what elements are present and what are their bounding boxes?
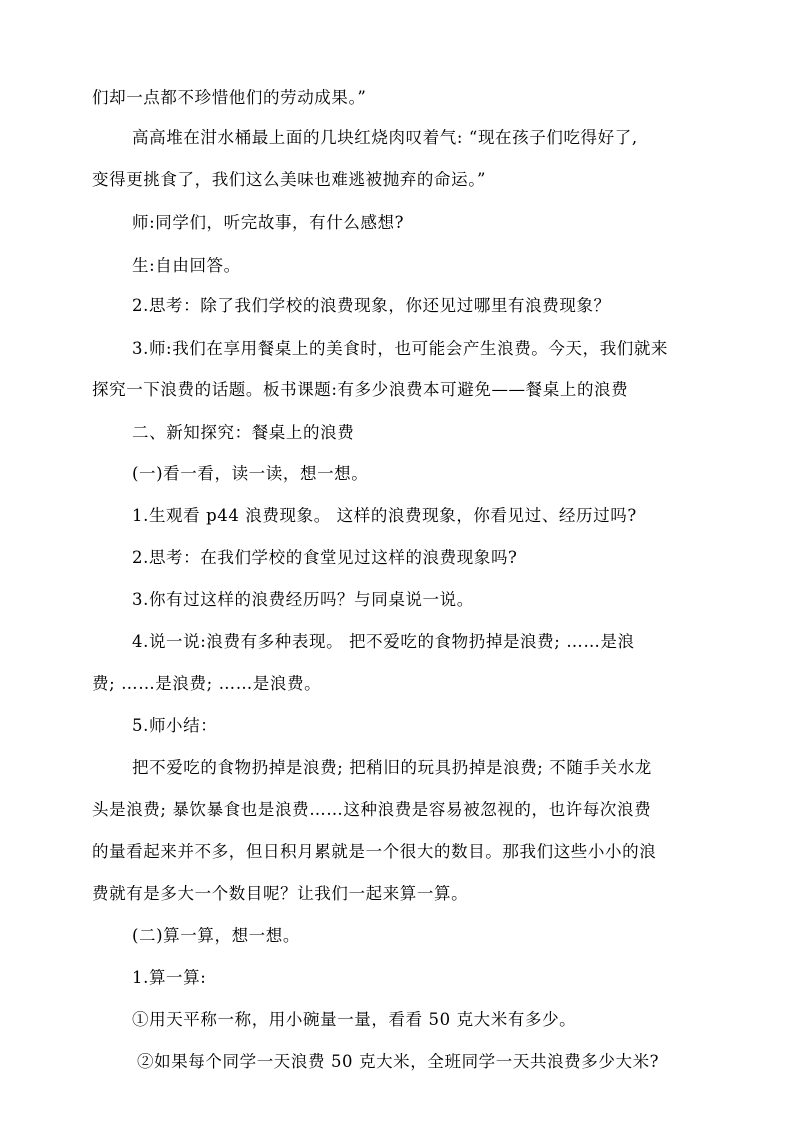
text-line-8: 探究一下浪费的话题。板书课题:有多少浪费本可避免——餐桌上的浪费 — [92, 380, 629, 399]
text-line-7: 3.师:我们在享用餐桌上的美食时，也可能会产生浪费。今天，我们就来 — [132, 339, 669, 358]
text-line-14: 4.说一说:浪费有多种表现。 把不爱吃的食物扔掉是浪费; ……是浪 — [132, 632, 635, 651]
text-line-5: 生:自由回答。 — [132, 256, 241, 275]
text-line-6: 2.思考：除了我们学校的浪费现象，你还见过哪里有浪费现象？ — [132, 296, 611, 315]
text-line-1: 们却一点都不珍惜他们的劳动成果。” — [92, 88, 367, 107]
text-line-24: ②如果每个同学一天浪费 50 克大米，全班同学一天共浪费多少大米? — [137, 1052, 660, 1071]
text-line-15: 费; ……是浪费; ……是浪费。 — [92, 674, 322, 693]
text-line-21: (二)算一算，想一想。 — [132, 926, 300, 945]
text-line-10: (一)看一看，读一读，想一想。 — [132, 464, 369, 483]
text-line-4: 师:同学们，听完故事，有什么感想? — [132, 213, 405, 232]
text-line-3: 变得更挑食了，我们这么美味也难逃被抛弃的命运。” — [92, 170, 487, 189]
text-line-12: 2.思考：在我们学校的食堂见过这样的浪费现象吗? — [132, 548, 518, 567]
text-line-17: 把不爱吃的食物扔掉是浪费; 把稍旧的玩具扔掉是浪费; 不随手关水龙 — [132, 758, 652, 777]
text-line-16: 5.师小结： — [132, 716, 218, 735]
text-line-22: 1.算一算: — [132, 968, 207, 987]
text-line-13: 3.你有过这样的浪费经历吗？与同桌说一说。 — [132, 590, 474, 609]
text-line-18: 头是浪费; 暴饮暴食也是浪费……这种浪费是容易被忽视的，也许每次浪费 — [92, 800, 652, 819]
section-heading: 二、新知探究：餐桌上的浪费 — [132, 423, 355, 442]
text-line-23: ①用天平称一称，用小碗量一量，看看 50 克大米有多少。 — [132, 1010, 577, 1029]
text-line-11: 1.生观看 p44 浪费现象。 这样的浪费现象，你看见过、经历过吗? — [132, 506, 637, 525]
text-line-20: 费就有是多大一个数目呢？让我们一起来算一算。 — [92, 884, 469, 903]
text-line-2: 高高堆在泔水桶最上面的几块红烧肉叹着气: “现在孩子们吃得好了, — [132, 128, 638, 147]
text-line-19: 的量看起来并不多，但日积月累就是一个很大的数目。那我们这些小小的浪 — [92, 842, 657, 861]
